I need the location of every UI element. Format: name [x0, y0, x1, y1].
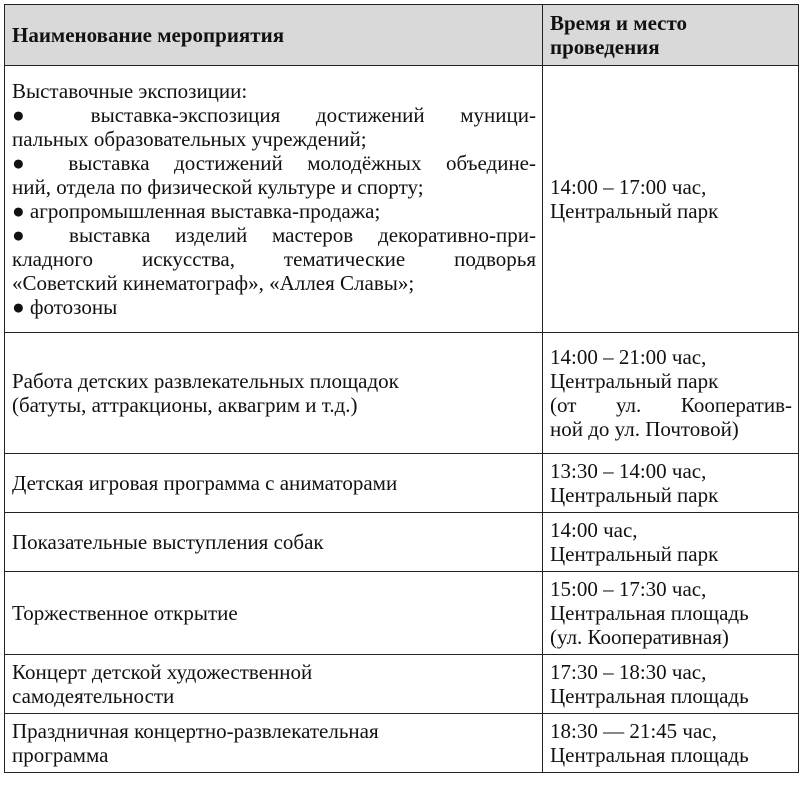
event-time-place: 14:00 – 21:00 час, Центральный парк (от ул. Кооператив- ной до ул. Почтовой) — [543, 333, 799, 454]
list-item: ● агропромышленная выставка-продажа; — [12, 199, 381, 223]
list-item: ● выставка изделий мастеров декоративно-при- — [12, 223, 536, 247]
event-time-place: 17:30 – 18:30 час, Центральная площадь — [543, 655, 799, 714]
event-time-place: 18:30 — 21:45 час, Центральная площадь — [543, 714, 799, 773]
list-item: Выставочные экспозиции: — [12, 79, 248, 103]
event-time-place: 15:00 – 17:30 час, Центральная площадь (ул. Кооперативная) — [543, 572, 799, 655]
event-time-place: 14:00 – 17:00 час, Центральный парк — [543, 66, 799, 333]
table-row — [5, 454, 799, 513]
table-row — [5, 333, 799, 454]
event-time-place: 13:30 – 14:00 час, Центральный парк — [543, 454, 799, 513]
list-item: пальных образовательных учреждений; — [12, 127, 367, 151]
event-name: Детская игровая программа с аниматорами — [5, 454, 543, 513]
header-time-place: Время и место проведения — [543, 5, 799, 66]
event-name: Концерт детской художественной самодеятельности — [5, 655, 543, 714]
event-name: Работа детских развлекательных площадок (батуты, аттракционы, аквагрим и т.д.) — [5, 333, 543, 454]
list-item: «Советский кинематограф», «Аллея Славы»; — [12, 271, 415, 295]
table-row — [5, 66, 799, 333]
event-name: Показательные выступления собак — [5, 513, 543, 572]
list-item: кладного искусства, тематические подворья — [12, 247, 536, 271]
list-item: ний, отдела по физической культуре и спорту; — [12, 175, 424, 199]
table-header-row — [5, 5, 799, 66]
list-item: ● фотозоны — [12, 295, 118, 319]
table-row — [5, 572, 799, 655]
list-item: ● выставка-экспозиция достижений муници- — [12, 103, 536, 127]
header-event-name: Наименование мероприятия — [5, 5, 543, 66]
event-name: Торжественное открытие — [5, 572, 543, 655]
table-row — [5, 714, 799, 773]
event-name: Праздничная концертно-развлекательная программа — [5, 714, 543, 773]
events-table — [4, 4, 799, 773]
table-row — [5, 513, 799, 572]
event-name — [5, 66, 543, 333]
table-row — [5, 655, 799, 714]
list-item: ● выставка достижений молодёжных объедине- — [12, 151, 536, 175]
event-time-place: 14:00 час, Центральный парк — [543, 513, 799, 572]
